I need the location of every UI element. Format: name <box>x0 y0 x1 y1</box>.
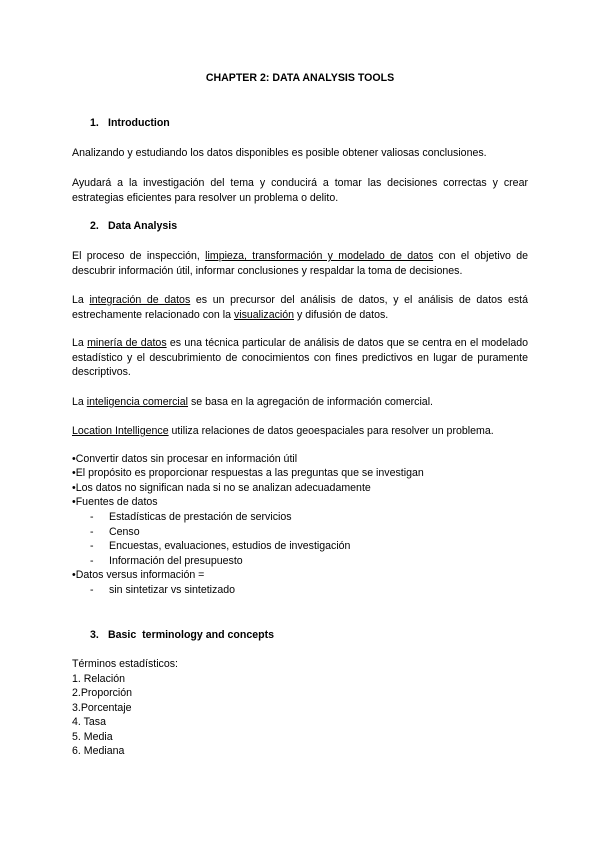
sub-list-item <box>90 511 292 523</box>
term-item: 3.Porcentaje <box>72 702 132 714</box>
sub-item-text: Estadísticas de prestación de servicios <box>109 511 292 523</box>
bullet-item: •Fuentes de datos <box>72 496 158 508</box>
link-visualizacion[interactable]: visualización <box>233 308 295 321</box>
link-location-intelligence[interactable]: Location Intelligence <box>72 425 169 437</box>
paragraph <box>72 293 528 322</box>
paragraph <box>72 249 528 278</box>
paragraph: Ayudará a la investigación del tema y conducirá a tomar las decisiones correctas y crear estrategias eficientes para resolver un problema o delito. <box>72 177 528 204</box>
text: se basa en la agregación de información comercial. <box>188 396 433 408</box>
link-limpieza[interactable]: limpieza, transformación y modelado de datos <box>205 250 434 262</box>
paragraph <box>72 336 528 380</box>
paragraph <box>72 395 528 410</box>
bullet-item: •Convertir datos sin procesar en información útil <box>72 453 298 465</box>
section-number: 1. <box>90 117 99 129</box>
bullet-item: •El propósito es proporcionar respuestas a las preguntas que se investigan <box>72 467 424 479</box>
sub-list-item <box>90 526 140 538</box>
sub-list-item <box>90 555 243 567</box>
dash: - <box>90 555 94 567</box>
text: El proceso de inspección, <box>72 250 206 262</box>
term-item: 2.Proporción <box>72 687 133 699</box>
section-number: 3. <box>90 629 99 641</box>
term-item: 1. Relación <box>72 673 125 685</box>
dash: - <box>90 540 94 552</box>
text: es una técnica particular de análisis de datos que se centra en el modelado estadístico y el descubrimiento de conocimientos con fines predictivos en lugar de puramente descriptivos. <box>72 337 528 379</box>
term-item: 5. Media <box>72 731 113 743</box>
section-number: 2. <box>90 220 99 232</box>
sub-item-text: Información del presupuesto <box>109 555 243 567</box>
sub-item-text: Encuestas, evaluaciones, estudios de investigación <box>109 540 351 552</box>
dash: - <box>90 584 94 596</box>
link-inteligencia[interactable]: inteligencia comercial <box>86 396 189 408</box>
sub-item-text: sin sintetizar vs sintetizado <box>109 584 236 596</box>
text: La <box>72 337 88 349</box>
sub-list-item <box>90 584 235 596</box>
paragraph <box>72 424 528 439</box>
section-heading-data-analysis <box>90 220 177 232</box>
term-item: 4. Tasa <box>72 716 106 728</box>
text: La <box>72 396 87 408</box>
text: utiliza relaciones de datos geoespaciales para resolver un problema. <box>168 425 494 437</box>
paragraph: Analizando y estudiando los datos disponibles es posible obtener valiosas conclusiones. <box>72 147 487 159</box>
section-heading-introduction <box>90 117 170 129</box>
dash: - <box>90 526 94 538</box>
text: con el objetivo de descubrir información útil, informar conclusiones y respaldar la toma de decisiones. <box>72 250 529 277</box>
section-title: Basic terminology and concepts <box>108 629 275 641</box>
text: La <box>72 294 90 306</box>
sub-item-text: Censo <box>109 526 140 538</box>
link-integracion[interactable]: integración de datos <box>89 294 191 306</box>
sub-list-item <box>90 540 350 552</box>
bullet-item: •Datos versus información = <box>72 569 205 581</box>
terms-label: Términos estadísticos: <box>72 658 178 670</box>
dash: - <box>90 511 94 523</box>
term-item: 6. Mediana <box>72 745 125 757</box>
text: y difusión de datos. <box>294 308 389 321</box>
bullet-item: •Los datos no significan nada si no se analizan adecuadamente <box>72 482 371 494</box>
section-title: Introduction <box>108 117 170 129</box>
section-heading-terminology <box>90 629 274 641</box>
text: es un precursor del análisis de datos, y el análisis de datos está estrechamente relacionado con la <box>72 294 528 321</box>
section-title: Data Analysis <box>108 220 178 232</box>
page-title: CHAPTER 2: DATA ANALYSIS TOOLS <box>205 72 395 84</box>
link-mineria[interactable]: minería de datos <box>87 337 167 349</box>
